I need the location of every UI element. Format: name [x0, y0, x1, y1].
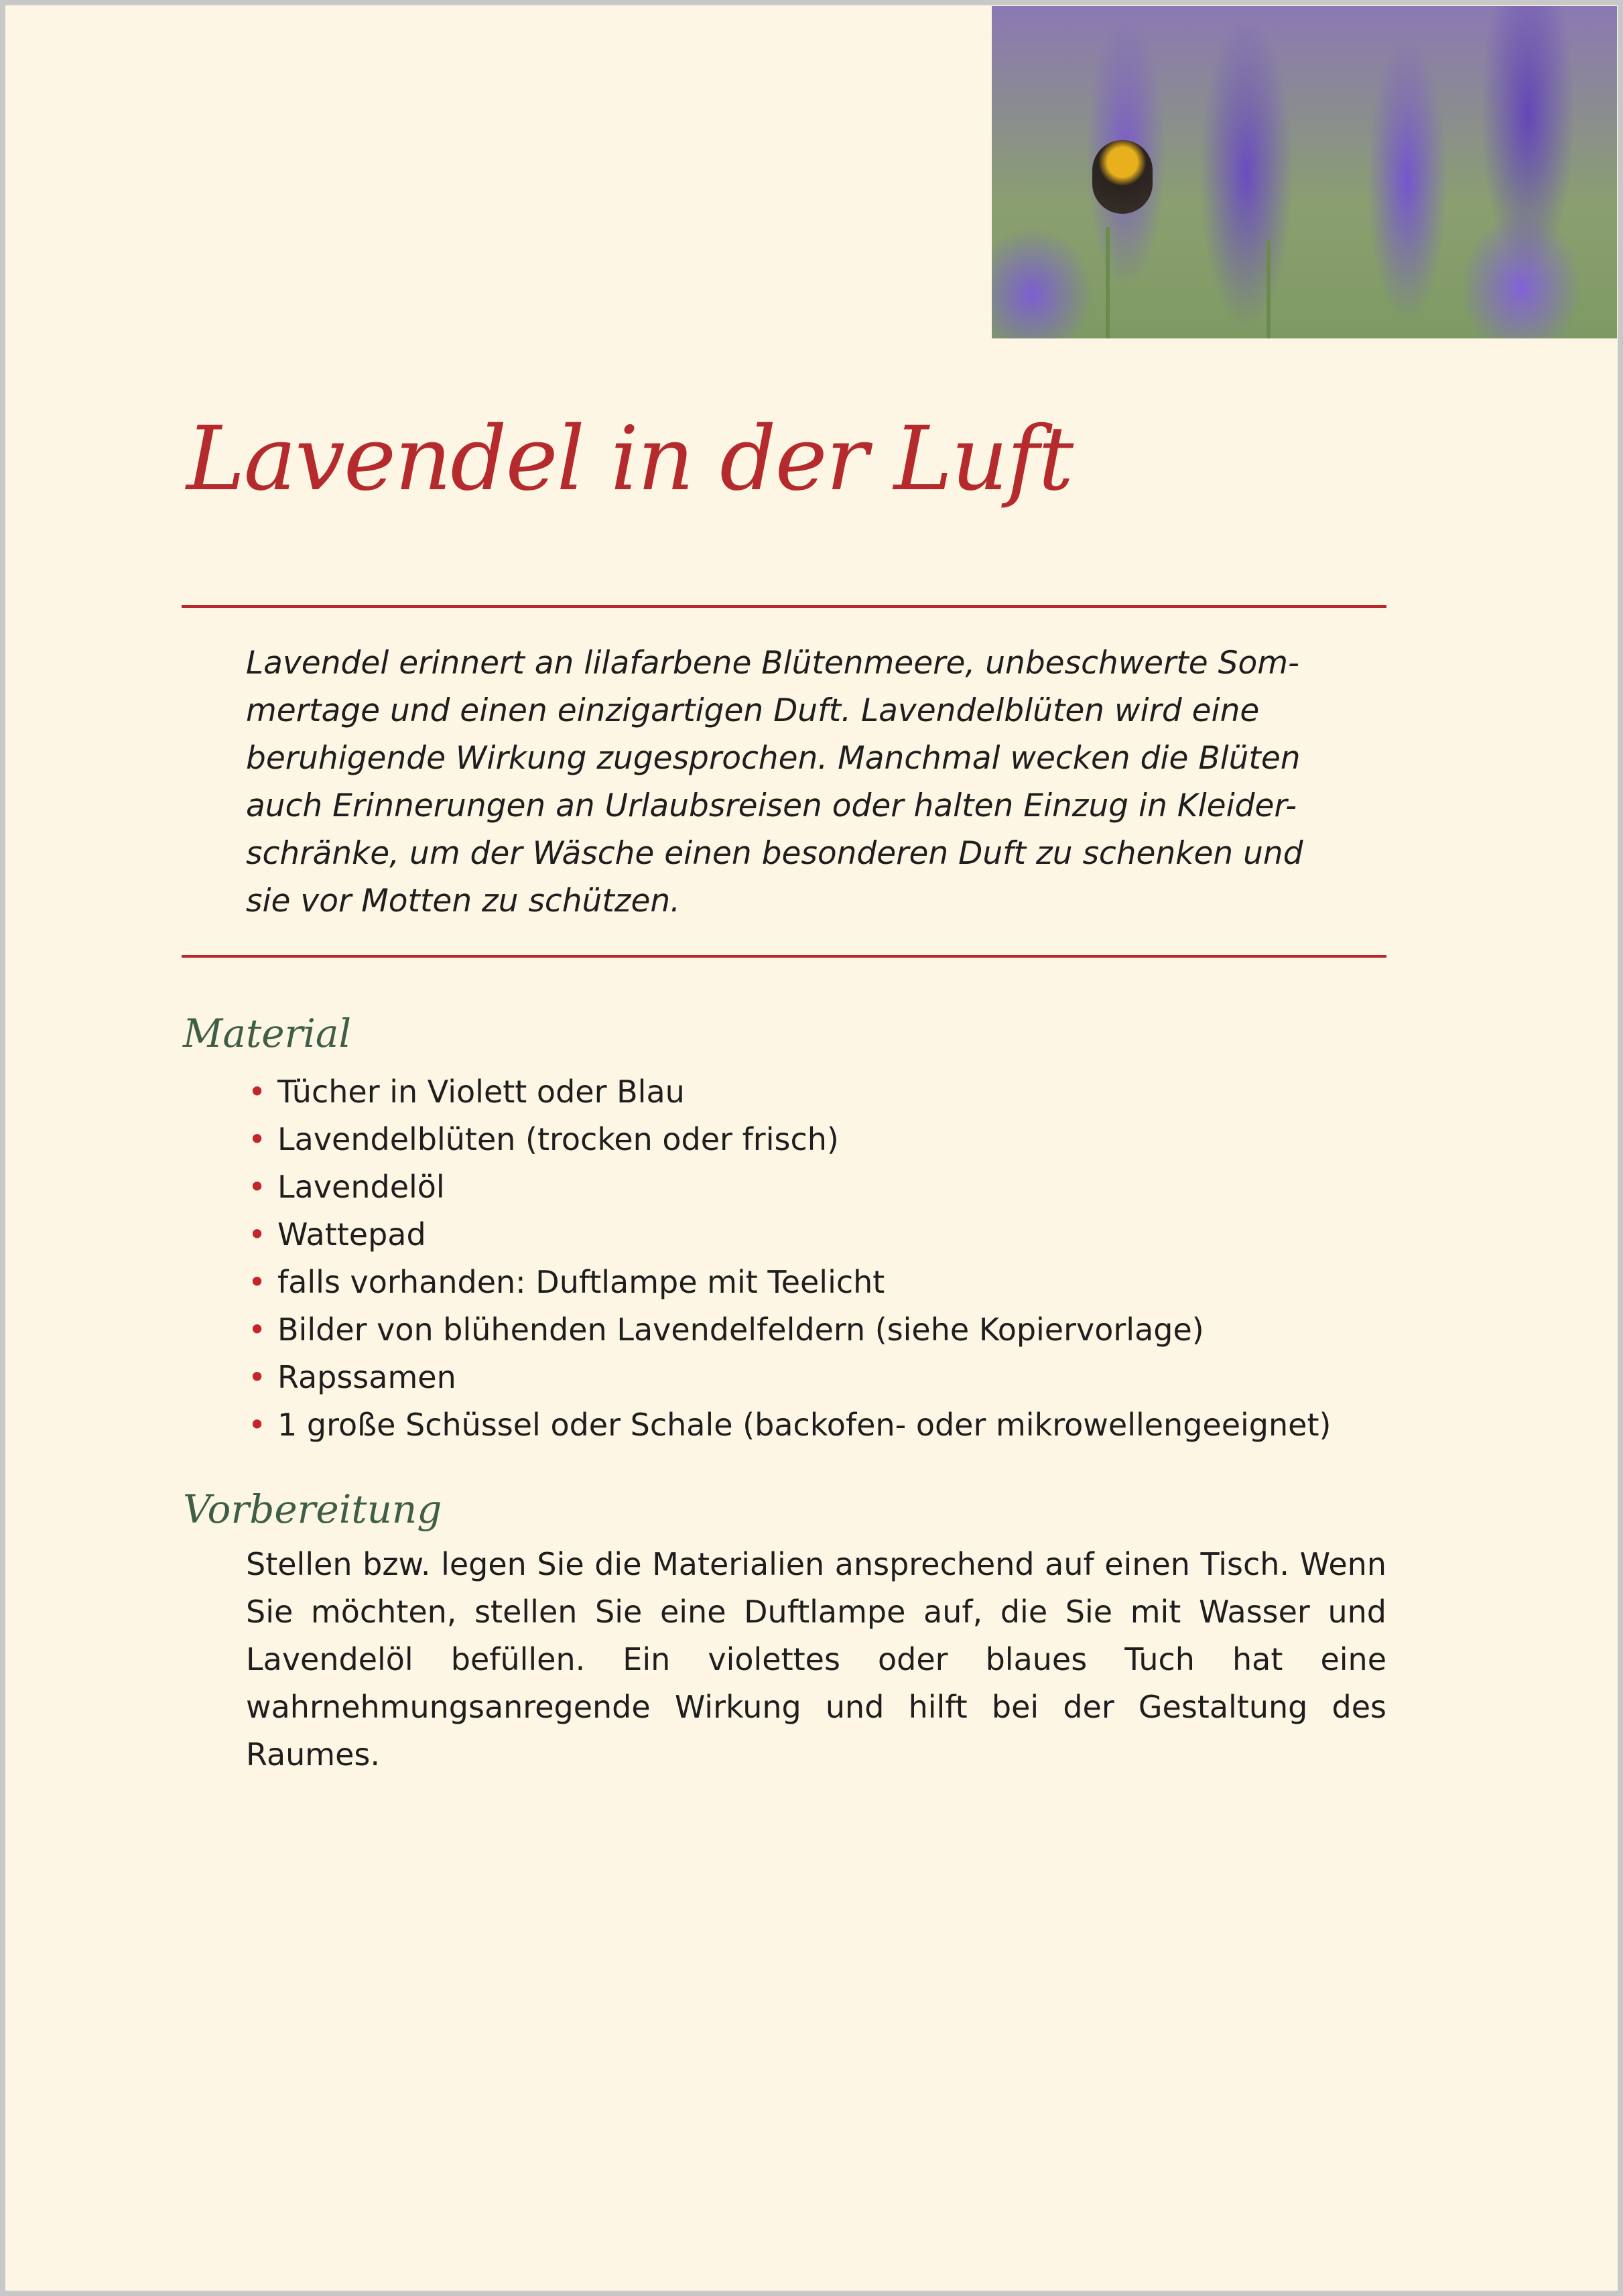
bullet-icon: • [248, 1407, 267, 1443]
bullet-icon: • [248, 1359, 267, 1395]
photo-stem [1267, 241, 1271, 338]
material-heading: Material [183, 1011, 352, 1056]
bullet-icon: • [248, 1312, 267, 1348]
bullet-icon: • [248, 1216, 267, 1253]
intro-line: auch Erinnerungen an Urlaubsreisen oder halten Einzug in Kleider- [246, 787, 1297, 824]
intro-line: mertage und einen einzigartigen Duft. Lavendelblüten wird eine [246, 692, 1260, 729]
list-item-text: Lavendelöl [277, 1169, 445, 1205]
intro-line: schränke, um der Wäsche einen besonderen Duft zu schenken und [246, 835, 1303, 872]
lavender-bee-photo [992, 6, 1617, 338]
divider-top [182, 605, 1386, 608]
bullet-icon: • [248, 1264, 267, 1300]
bullet-icon: • [248, 1074, 267, 1110]
list-item [248, 1163, 1331, 1211]
intro-line: beruhigende Wirkung zugesprochen. Manchmal wecken die Blüten [246, 740, 1301, 777]
material-list [248, 1068, 1331, 1449]
bee-image [1092, 140, 1153, 214]
intro-text [246, 639, 1358, 925]
list-item-text: Bilder von blühenden Lavendelfeldern (siehe Kopiervorlage) [277, 1312, 1204, 1348]
list-item [248, 1116, 1331, 1163]
list-item-text: 1 große Schüssel oder Schale (backofen- oder mikrowellengeeignet) [277, 1407, 1332, 1443]
vorbereitung-text: Stellen bzw. legen Sie die Materialien ansprechend auf einen Tisch. Wenn Sie möchten, stellen Sie eine Duftlampe auf, die Sie mit Wasser und Lavendelöl befüllen. Ein violettes oder blaues Tuch hat eine wahrnehmungsanregende Wirkung und hilft bei der Gestaltung des Raumes. [246, 1546, 1386, 1773]
bullet-icon: • [248, 1121, 267, 1157]
list-item [248, 1306, 1331, 1354]
list-item-text: Rapssamen [277, 1359, 456, 1395]
vorbereitung-heading: Vorbereitung [183, 1486, 442, 1532]
intro-line: Lavendel erinnert an lilafarbene Blütenmeere, unbeschwerte Som- [246, 645, 1299, 682]
list-item [248, 1354, 1331, 1401]
bullet-icon: • [248, 1169, 267, 1205]
page [5, 5, 1618, 2291]
page-title: Lavendel in der Luft [186, 407, 1073, 511]
divider-bottom [182, 955, 1386, 958]
intro-line: sie vor Motten zu schützen. [246, 883, 681, 919]
list-item [248, 1068, 1331, 1116]
list-item [248, 1401, 1331, 1449]
list-item [248, 1259, 1331, 1306]
list-item [248, 1211, 1331, 1259]
list-item-text: Lavendelblüten (trocken oder frisch) [277, 1121, 839, 1157]
list-item-text: Wattepad [277, 1216, 426, 1253]
list-item-text: Tücher in Violett oder Blau [277, 1074, 685, 1110]
list-item-text: falls vorhanden: Duftlampe mit Teelicht [277, 1264, 885, 1300]
photo-stem [1106, 227, 1110, 338]
